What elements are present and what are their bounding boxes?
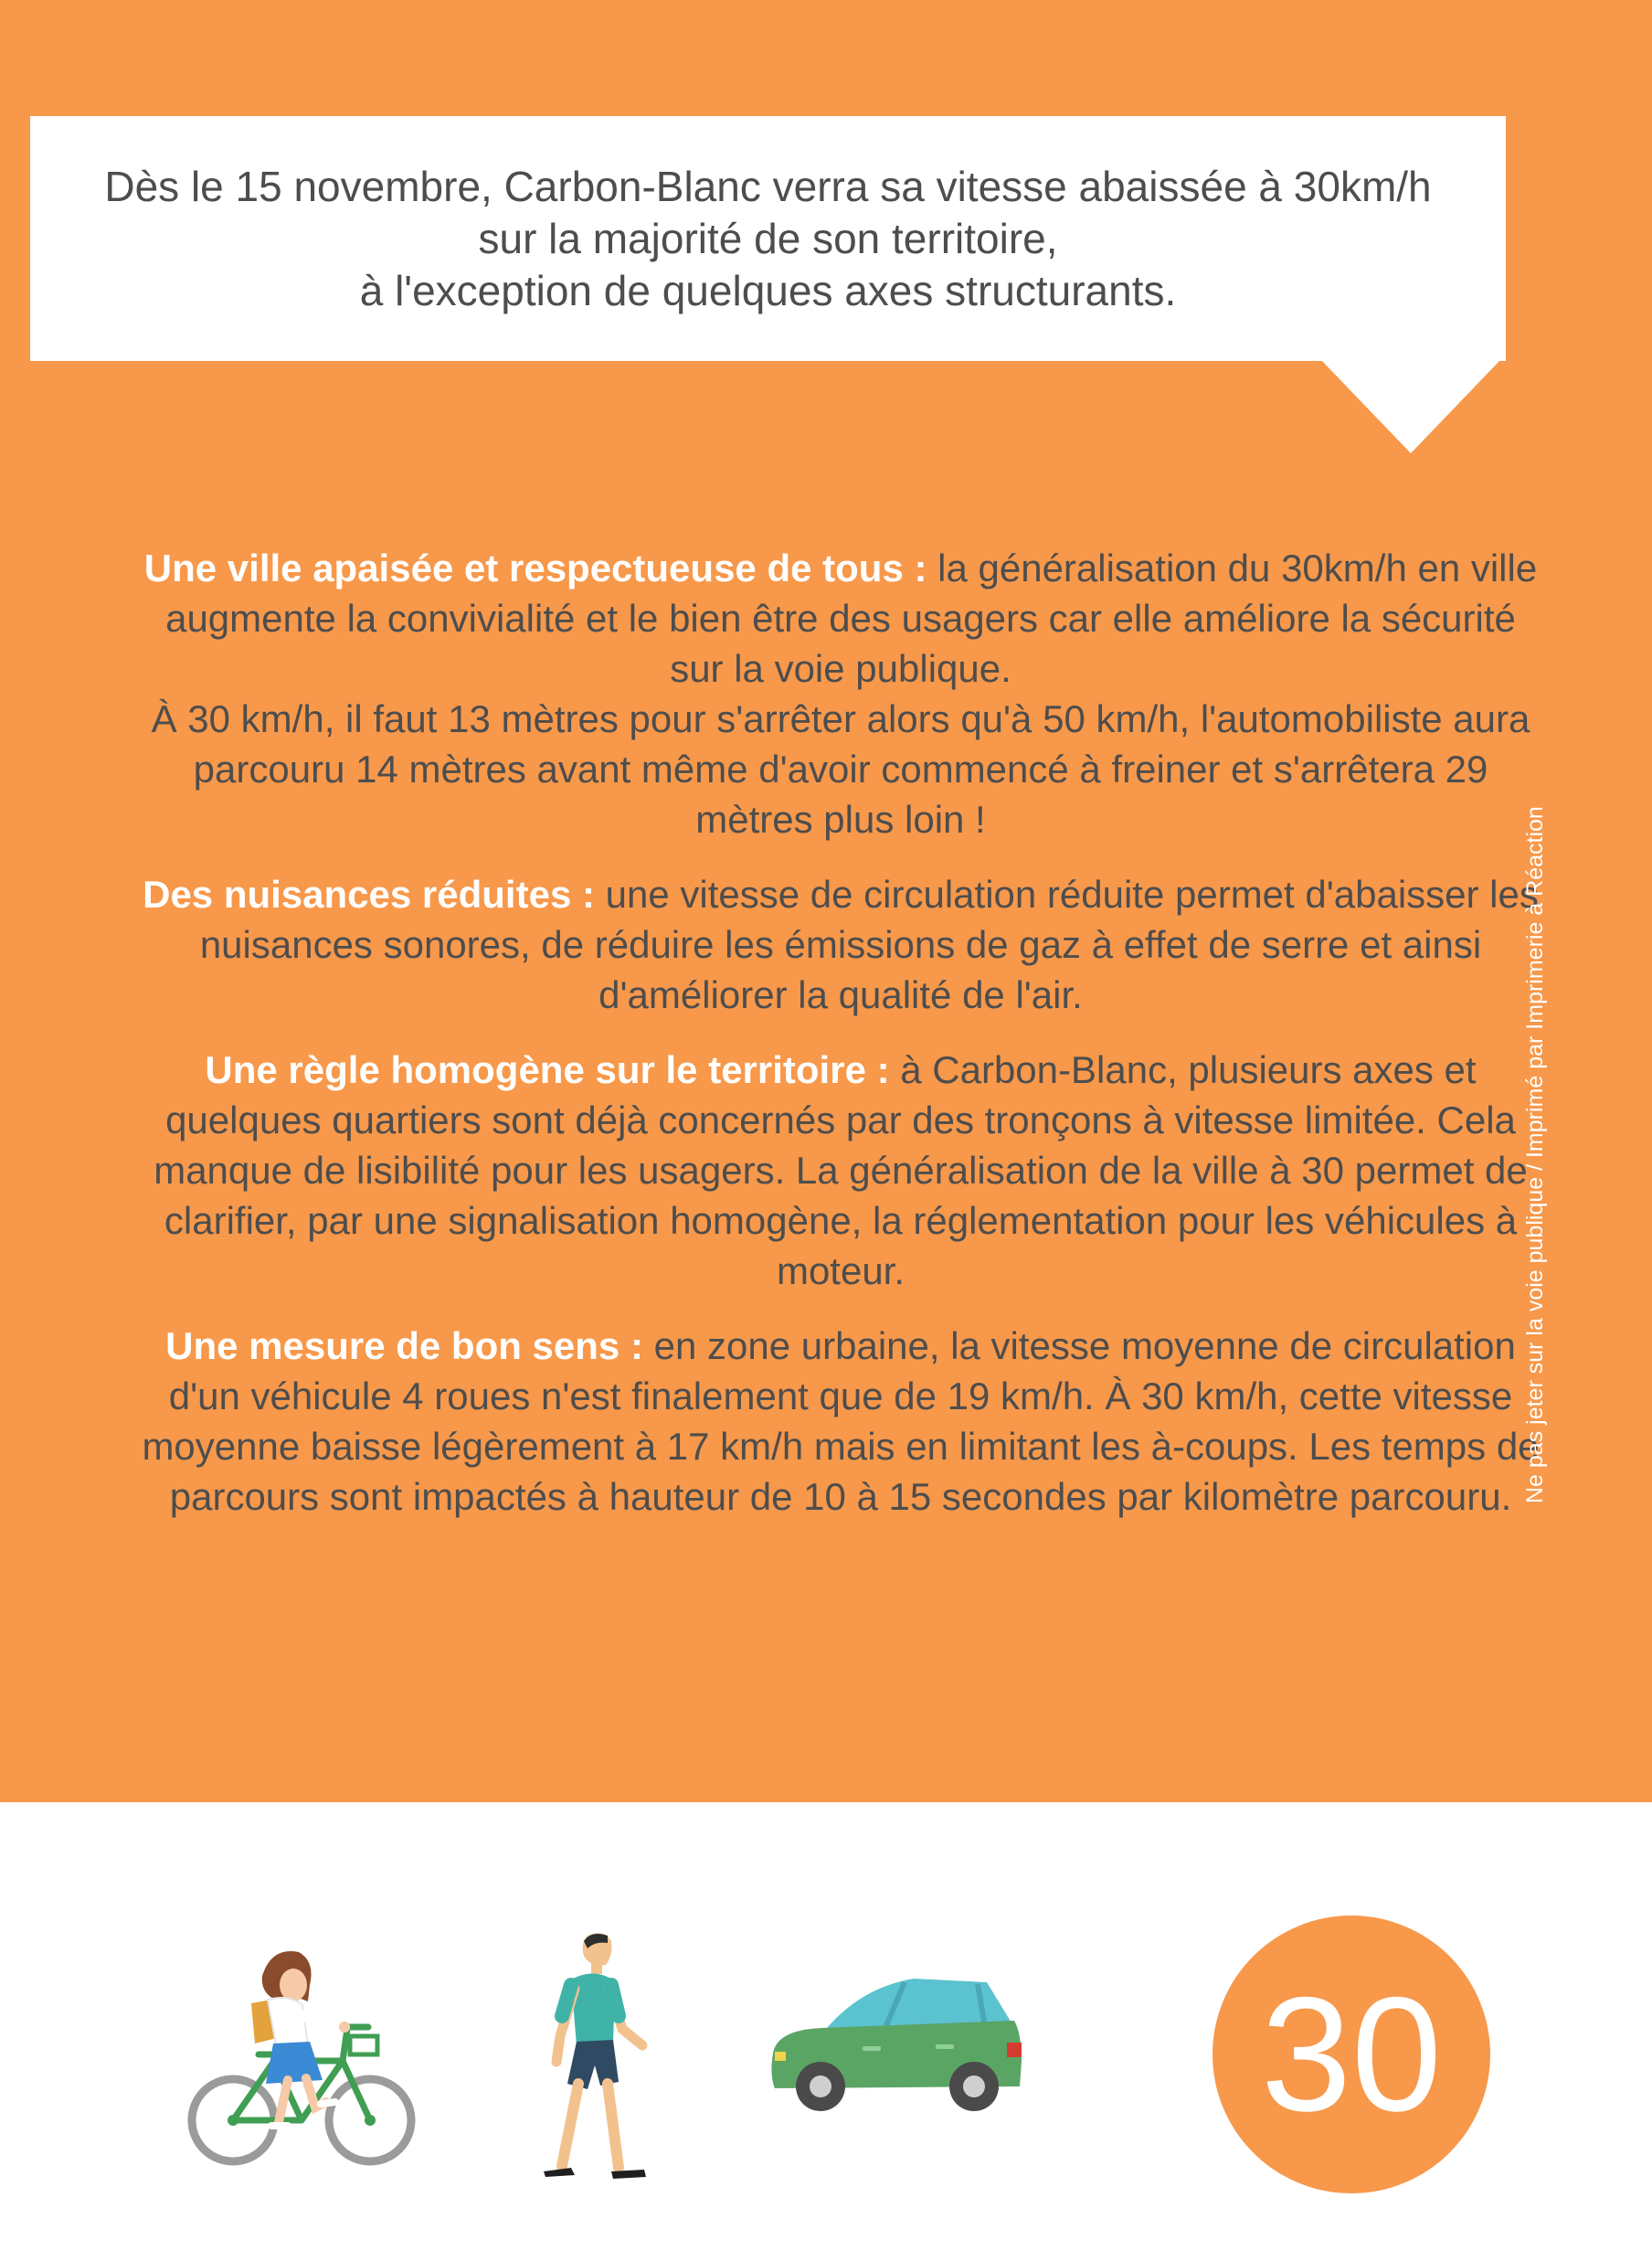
callout-line: sur la majorité de son territoire, [478, 214, 1058, 262]
paragraph-lead: Une règle homogène sur le territoire : [205, 1048, 890, 1091]
paragraph-nuisances [137, 869, 1544, 1020]
paragraph-text: À 30 km/h, il faut 13 mètres pour s'arrêter alors qu'à 50 km/h, l'automobiliste aura parcouru 14 mètres avant même d'avoir commencé à freiner et s'arrêtera 29 mètres plus loin ! [151, 697, 1530, 841]
paragraph-lead: Des nuisances réduites : [143, 873, 595, 916]
announcement-callout [30, 116, 1506, 361]
speed-limit-number: 30 [1261, 1963, 1442, 2145]
paragraph-text: une vitesse de circulation réduite permet d'abaisser les nuisances sonores, de réduire les émissions de gaz à effet de serre et ainsi d'améliorer la qualité de l'air. [199, 873, 1539, 1016]
paragraph-regle-homogene [137, 1045, 1544, 1296]
paragraph-lead: Une mesure de bon sens : [165, 1324, 643, 1367]
paragraph-text: en zone urbaine, la vitesse moyenne de circulation d'un véhicule 4 roues n'est finalement que de 19 km/h. À 30 km/h, cette vitesse moyenne baisse légèrement à 17 km/h mais en limitant les à-coups. Les temps de parcours sont impactés à hauteur de 10 à 15 secondes par kilomètre parcouru. [142, 1324, 1540, 1518]
callout-tail [1321, 360, 1500, 453]
cyclist-icon [187, 1947, 425, 2175]
paragraph-text: la généralisation du 30km/h en ville augmente la convivialité et le bien être des usagers car elle améliore la sécurité sur la voie publique. [165, 547, 1538, 690]
speed-limit-30-badge [1213, 1916, 1490, 2193]
callout-line: à l'exception de quelques axes structurants. [359, 266, 1177, 314]
paragraph-ville-apaisee [137, 543, 1544, 844]
body-text [137, 543, 1544, 1546]
legal-side-note: Ne pas jeter sur la voie publique / Imprimé par Imprimerie à Réaction [1522, 806, 1548, 1503]
paragraph-lead: Une ville apaisée et respectueuse de tous : [143, 547, 927, 589]
pedestrian-icon [535, 1928, 662, 2184]
callout-line: Dès le 15 novembre, Carbon-Blanc verra sa vitesse abaissée à 30km/h [104, 162, 1432, 210]
paragraph-text: à Carbon-Blanc, plusieurs axes et quelques quartiers sont déjà concernés par des tronçons à vitesse limitée. Cela manque de lisibilité pour les usagers. La généralisation de la ville à 30 permet de clarifier, par une signalisation homogène, la réglementation pour les véhicules à moteur. [154, 1048, 1528, 1292]
car-icon [768, 1969, 1023, 2116]
paragraph-bon-sens [137, 1321, 1544, 1522]
